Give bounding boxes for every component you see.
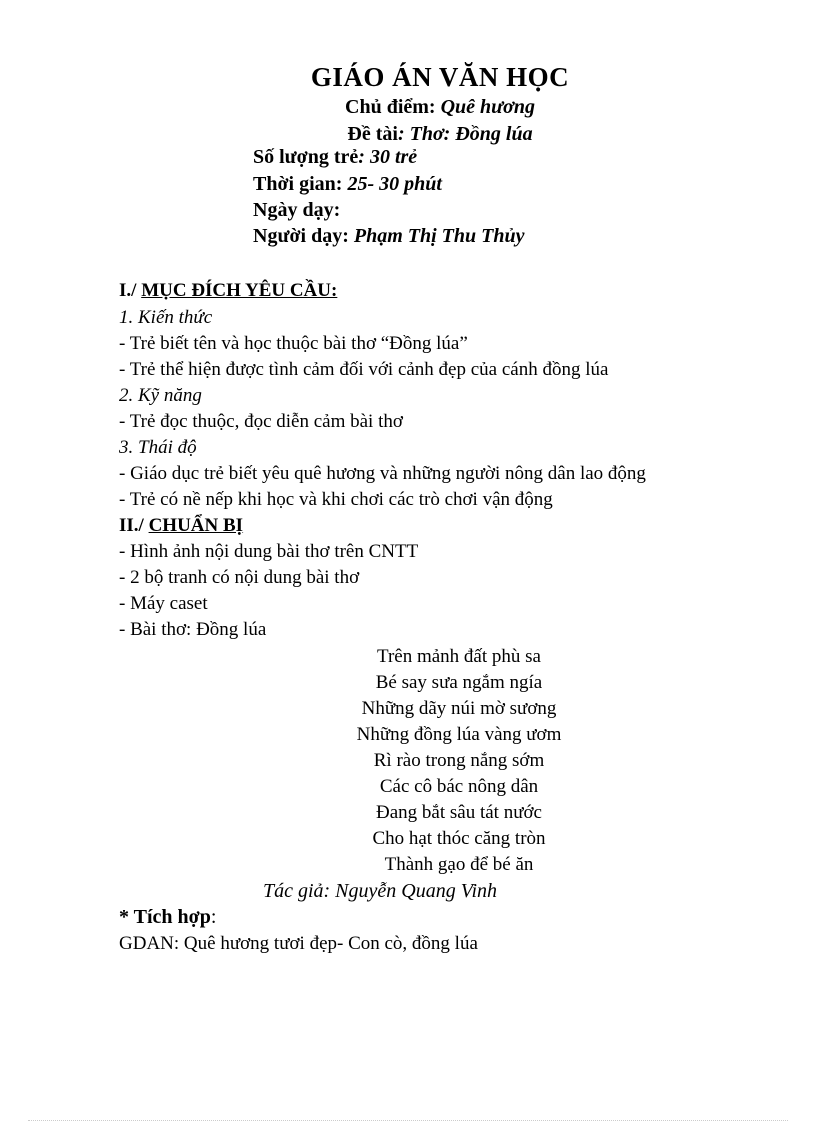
section1-title: MỤC ĐÍCH YÊU CẦU: (141, 280, 338, 301)
section2-heading (119, 515, 243, 537)
teacher-label: Người dạy: (253, 225, 349, 247)
integration-line (119, 906, 216, 929)
section1-heading (119, 280, 337, 302)
prep-item-4: - Bài thơ: Đồng lúa (119, 619, 267, 640)
poem-line: Đang bắt sâu tát nước (376, 802, 542, 823)
document-title: GIÁO ÁN VĂN HỌC (310, 62, 570, 92)
student-count-value: : 30 trẻ (358, 146, 418, 168)
poem-author: Tác giả: Nguyễn Quang Vinh (262, 880, 498, 902)
subject-label: Đề tài (347, 123, 398, 145)
section2-number: II./ (119, 515, 144, 536)
subject-value: : Thơ: Đồng lúa (397, 123, 533, 145)
teacher-value: Phạm Thị Thu Thủy (353, 225, 525, 247)
integration-label: * Tích hợp (119, 906, 211, 928)
integration-content: GDAN: Quê hương tươi đẹp- Con cò, đồng lúa (119, 933, 478, 954)
section1-number: I./ (119, 280, 137, 301)
topic-label: Chủ điểm: (345, 96, 436, 118)
topic-line (0, 96, 816, 119)
teaching-date-line (253, 199, 340, 222)
poem-line: Những dãy núi mờ sương (361, 698, 557, 719)
skill-title: 2. Kỹ năng (119, 385, 202, 406)
topic-value: Quê hương (440, 96, 535, 118)
skill-item-1: - Trẻ đọc thuộc, đọc diễn cảm bài thơ (119, 411, 403, 432)
attitude-item-1: - Giáo dục trẻ biết yêu quê hương và những người nông dân lao động (119, 463, 646, 484)
attitude-title: 3. Thái độ (119, 437, 197, 458)
knowledge-item-1: - Trẻ biết tên và học thuộc bài thơ “Đồng lúa” (119, 333, 468, 354)
attitude-item-2: - Trẻ có nề nếp khi học và khi chơi các trò chơi vận động (119, 489, 553, 510)
duration-value: 25- 30 phút (347, 173, 442, 195)
duration-label: Thời gian: (253, 173, 343, 195)
prep-item-2: - 2 bộ tranh có nội dung bài thơ (119, 567, 360, 588)
page-bottom-rule (28, 1120, 788, 1121)
poem-line: Những đồng lúa vàng ươm (356, 724, 562, 745)
poem-line: Trên mảnh đất phù sa (377, 646, 541, 667)
prep-item-1: - Hình ảnh nội dung bài thơ trên CNTT (119, 541, 419, 562)
poem-line: Rì rào trong nắng sớm (373, 750, 545, 771)
knowledge-item-2: - Trẻ thể hiện được tình cảm đối với cảnh đẹp của cánh đồng lúa (119, 359, 609, 380)
poem-line: Các cô bác nông dân (379, 776, 539, 797)
teaching-date-label: Ngày dạy: (253, 199, 341, 221)
section2-title: CHUẨN BỊ (148, 515, 244, 536)
poem-line: Thành gạo để bé ăn (384, 854, 534, 875)
poem-line: Cho hạt thóc căng tròn (372, 828, 546, 849)
subject-line (0, 123, 816, 146)
knowledge-title: 1. Kiến thức (119, 307, 213, 328)
student-count-line (253, 146, 417, 169)
prep-item-3: - Máy caset (119, 593, 208, 614)
student-count-label: Số lượng trẻ (253, 146, 359, 168)
integration-colon: : (210, 906, 217, 928)
duration-line (253, 173, 442, 196)
poem-line: Bé say sưa ngắm ngía (375, 672, 543, 693)
teacher-line (253, 225, 524, 248)
